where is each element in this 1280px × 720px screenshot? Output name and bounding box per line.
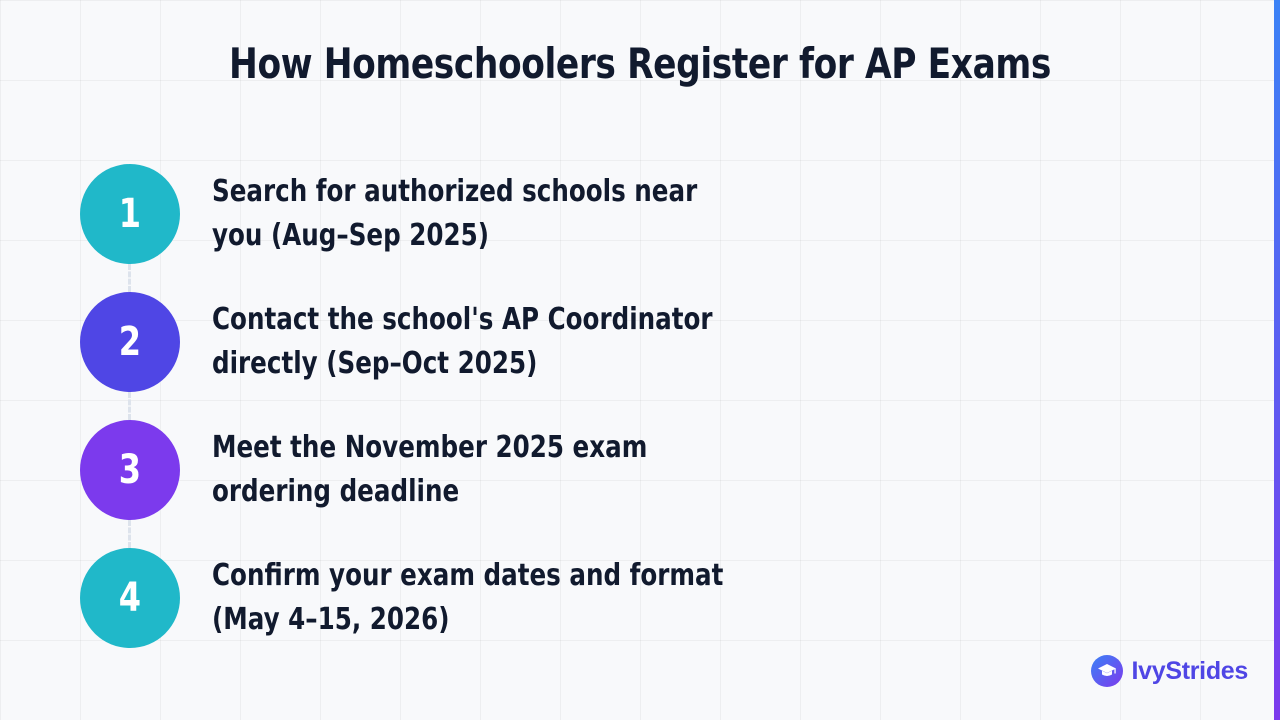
- step-number-badge: [80, 420, 180, 520]
- step-number: 4: [118, 575, 142, 621]
- step-text: Confirm your exam dates and format (May 4–15, 2026): [212, 558, 724, 637]
- step-connector: [128, 520, 131, 548]
- step-text: Meet the November 2025 exam ordering deadline: [212, 430, 648, 509]
- brand-logo: [1091, 654, 1248, 688]
- step-number-badge: [80, 164, 180, 264]
- brand-name: IvyStrides: [1131, 656, 1248, 685]
- right-accent-bar: [1274, 0, 1280, 720]
- step-number: 3: [118, 447, 142, 493]
- step-connector: [128, 264, 131, 292]
- step-number: 2: [118, 319, 142, 365]
- page-title: How Homeschoolers Register for AP Exams: [229, 39, 1051, 88]
- step-4: [80, 548, 800, 648]
- steps-list: [80, 164, 800, 664]
- step-text: Contact the school's AP Coordinator directly (Sep–Oct 2025): [212, 302, 713, 381]
- step-2: [80, 292, 800, 392]
- step-number: 1: [118, 191, 142, 237]
- step-1: [80, 164, 800, 264]
- step-connector: [128, 392, 131, 420]
- step-text: Search for authorized schools near you (Aug–Sep 2025): [212, 174, 698, 253]
- step-3: [80, 420, 800, 520]
- graduation-cap-icon: [1091, 655, 1123, 687]
- step-number-badge: [80, 292, 180, 392]
- step-number-badge: [80, 548, 180, 648]
